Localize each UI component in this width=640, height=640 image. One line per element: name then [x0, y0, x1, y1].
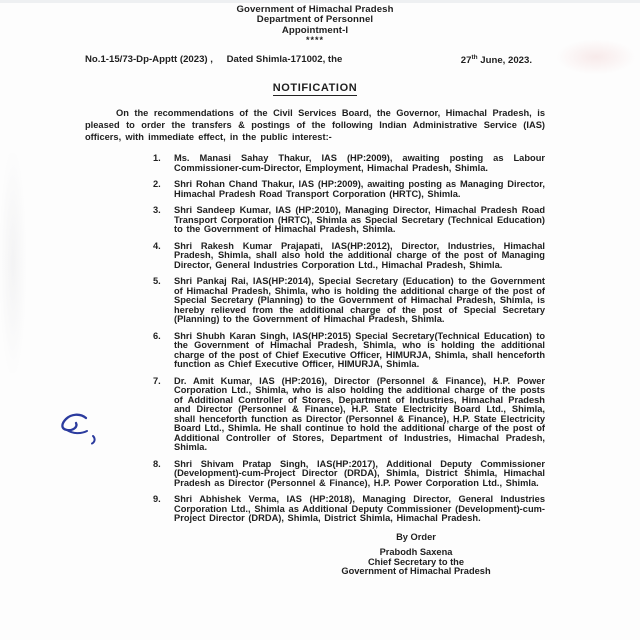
list-item-text: Shri Rohan Chand Thakur, IAS (HP:2009), awaiting posting as Managing Director, Himachal Pradesh Road Transport Corporation (HRTC), Shimla. — [174, 179, 545, 199]
date-month-year: June, 2023. — [477, 55, 532, 67]
letterhead-line-government: Government of Himachal Pradesh — [236, 4, 394, 15]
reference-date — [461, 54, 532, 66]
list-item-number: 5. — [153, 276, 161, 287]
list-item — [153, 460, 545, 489]
letterhead — [85, 5, 545, 44]
list-item-number: 3. — [153, 205, 161, 216]
list-item-number: 1. — [153, 153, 161, 164]
list-item-text: Ms. Manasi Sahay Thakur, IAS (HP:2009), awaiting posting as Labour Commissioner-cum-Director, Employment, Himachal Pradesh, Shimla. — [174, 153, 545, 173]
reference-number: No.1-15/73-Dp-Apptt (2023) , — [85, 54, 213, 66]
list-item-text: Shri Shivam Pratap Singh, IAS(HP:2017), Additional Deputy Commissioner (Development)-cum-Project Director (DRDA), Shimla, District Shimla, Himachal Pradesh as Director (Personnel & Finance), H.P. Power Corporation Ltd., Shimla. — [174, 458, 545, 488]
date-day: 27 — [460, 55, 472, 67]
handwritten-signature-icon — [50, 411, 102, 451]
list-item-text: Shri Rakesh Kumar Prajapati, IAS(HP:2012), Director, Industries, Himachal Pradesh, Shimla, shall also hold the additional charge of the post of Managing Director, General Industries Corporation Ltd., Himachal Pradesh, Shimla. — [174, 240, 545, 270]
list-item — [153, 154, 545, 173]
list-item-text: Dr. Amit Kumar, IAS (HP:2016), Director (Personnel & Finance), H.P. Power Corporation Ltd., Shimla, who is also holding the additional charge of the posts of Additional Controller of Stores, Department of Industries, Himachal Pradesh and Director (Personnel & Finance), H.P. State Electricity Board Ltd., Shimla, shall henceforth function as Director (Personnel & Finance), H.P. State Electricity Board Ltd., Shimla. He shall continue to hold the additional charge of the post of Additional Controller of Stores, Department of Industries, Himachal Pradesh, Shimla. — [174, 375, 545, 453]
transfer-order-list — [153, 154, 545, 524]
scan-smudge — [0, 153, 26, 373]
list-item — [153, 377, 545, 453]
list-item — [153, 332, 545, 370]
list-item-number: 8. — [153, 458, 161, 469]
list-item — [153, 242, 545, 271]
signatory-name: Prabodh Saxena — [379, 546, 453, 557]
list-item-number: 4. — [153, 240, 161, 251]
letterhead-line-branch: Appointment-I — [281, 24, 349, 36]
list-item-number: 9. — [153, 494, 161, 505]
signatory-designation-line1: Chief Secretary to the — [367, 556, 465, 567]
list-item-text: Shri Abhishek Verma, IAS (HP:2018), Managing Director, General Industries Corporation Ltd., Shimla as Additional Deputy Commissioner (Development)-cum-Project Director (DRDA), Shimla, District Shimla, Himachal Pradesh. — [174, 494, 545, 524]
letterhead-separator-stars: **** — [305, 35, 324, 46]
list-item — [153, 206, 545, 235]
document-content — [85, 5, 545, 577]
intro-paragraph: On the recommendations of the Civil Services Board, the Governor, Himachal Pradesh, is pleased to order the transfers & postings of the following Indian Administrative Service (IAS) officers, with immediate effect, in the public interest:- — [85, 108, 545, 143]
scan-smudge — [556, 39, 636, 75]
list-item — [153, 277, 545, 325]
title-row — [85, 78, 545, 96]
list-item-text: Shri Shubh Karan Singh, IAS(HP:2015) Special Secretary(Technical Education) to the Government of Himachal Pradesh, Shimla, who is holding the additional charge of the post of Chief Executive Officer, HIMURJA, Shimla, shall henceforth function as Chief Executive Officer, HIMURJA, Shimla. — [174, 330, 545, 370]
letterhead-line-department: Department of Personnel — [256, 14, 374, 26]
list-item — [153, 180, 545, 199]
list-item-number: 6. — [153, 330, 161, 341]
list-item-text: Shri Pankaj Rai, IAS(HP:2014), Special Secretary (Education) to the Government of Himachal Pradesh, Shimla, who is holding the additional charge of the post of Special Secretary (Planning) to the Government of Himachal Pradesh, Shimla, is hereby relieved from the additional charge of the post of Special Secretary (Planning) to the Government of Himachal Pradesh, Shimla. — [174, 276, 545, 325]
reference-dated: Dated Shimla-171002, the — [226, 54, 343, 66]
signature-block — [323, 533, 509, 577]
reference-line — [85, 54, 545, 66]
list-item-number: 7. — [153, 375, 161, 386]
signatory-designation-line2: Government of Himachal Pradesh — [341, 566, 491, 577]
date-ordinal-suffix: th — [471, 54, 478, 62]
page-title: NOTIFICATION — [272, 82, 358, 95]
list-item — [153, 495, 545, 524]
reference-number-and-place — [85, 54, 342, 65]
by-order-text: By Order — [396, 531, 436, 542]
list-item-number: 2. — [153, 179, 161, 190]
list-item-text: Shri Sandeep Kumar, IAS (HP:2010), Managing Director, Himachal Pradesh Road Transport Corporation (HRTC), Shimla as Special Secretary (Technical Education) to the Government of Himachal Pradesh, Shimla. — [174, 205, 545, 235]
